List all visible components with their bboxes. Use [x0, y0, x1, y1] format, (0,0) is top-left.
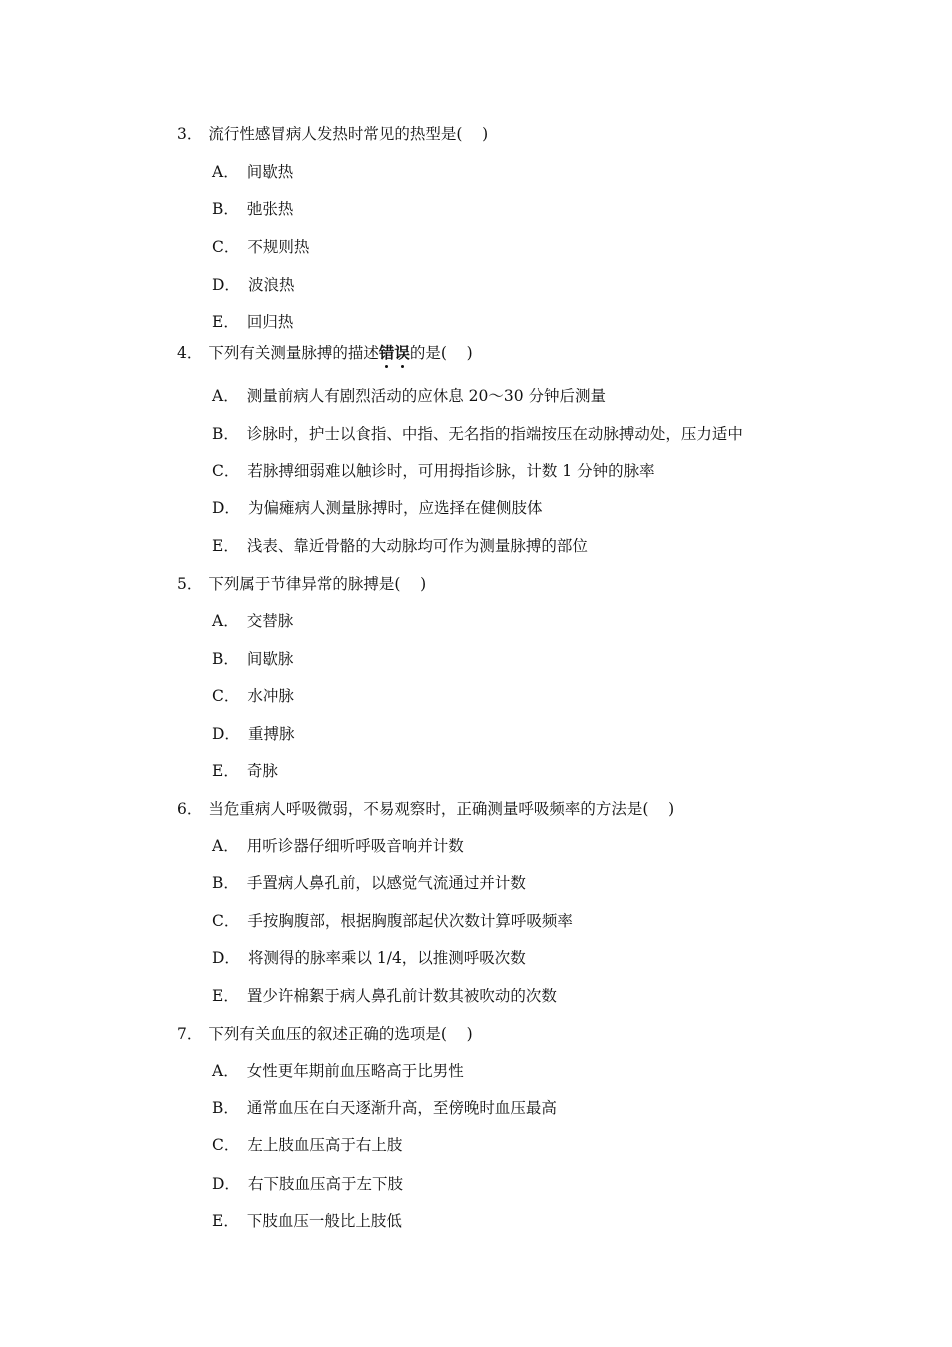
- option-4-a: [212, 386, 606, 406]
- option-6-d: [212, 948, 526, 968]
- option-7-d: [212, 1174, 403, 1194]
- option-6-a: [212, 836, 464, 856]
- option-3-e: [212, 312, 293, 332]
- option-5-a: [212, 611, 293, 631]
- answer-blank: ): [462, 125, 489, 143]
- option-3-c: [212, 237, 309, 257]
- option-text: 奇脉: [246, 762, 278, 780]
- option-5-d: [212, 724, 294, 744]
- option-3-a: [212, 162, 293, 182]
- option-letter: B．: [212, 425, 239, 443]
- option-letter: D．: [212, 1175, 240, 1193]
- answer-blank: ): [446, 1025, 473, 1043]
- question-number: 3．: [177, 125, 203, 143]
- option-text: 交替脉: [246, 612, 294, 630]
- option-letter: A．: [212, 612, 239, 630]
- option-letter: E．: [212, 1212, 239, 1230]
- option-letter: B．: [212, 650, 239, 668]
- option-4-b: [212, 424, 743, 444]
- option-text: 水冲脉: [247, 687, 294, 705]
- option-text: 间歇热: [246, 163, 294, 181]
- question-3: [177, 124, 488, 144]
- option-text: 手置病人鼻孔前，以感觉气流通过并计数: [246, 874, 526, 892]
- option-letter: D．: [212, 499, 240, 517]
- option-6-c: [212, 911, 573, 931]
- option-letter: E．: [212, 762, 239, 780]
- option-text: 女性更年期前血压略高于比男性: [246, 1062, 464, 1080]
- option-text: 不规则热: [247, 238, 310, 256]
- option-letter: B．: [212, 874, 239, 892]
- option-letter: A．: [212, 387, 239, 405]
- question-number: 5．: [177, 575, 203, 593]
- question-7: [177, 1024, 473, 1044]
- option-5-b: [212, 649, 293, 669]
- question-text: 下列有关血压的叙述正确的选项是(: [208, 1025, 447, 1043]
- option-letter: B．: [212, 200, 239, 218]
- answer-blank: ): [400, 575, 427, 593]
- option-letter: A．: [212, 163, 239, 181]
- option-text: 回归热: [246, 313, 294, 331]
- option-6-e: [212, 986, 557, 1006]
- option-7-a: [212, 1061, 464, 1081]
- emphasis-dot: [385, 365, 388, 368]
- option-text: 用听诊器仔细听呼吸音响并计数: [246, 837, 464, 855]
- question-number: 7．: [177, 1025, 203, 1043]
- emphasis-dot: [401, 365, 404, 368]
- option-7-e: [212, 1211, 402, 1231]
- question-4: [177, 343, 473, 363]
- option-text: 浅表、靠近骨骼的大动脉均可作为测量脉搏的部位: [246, 537, 588, 555]
- option-text: 弛张热: [246, 200, 294, 218]
- option-5-e: [212, 761, 278, 781]
- option-letter: D．: [212, 725, 240, 743]
- option-text: 为偏瘫病人测量脉搏时，应选择在健侧肢体: [247, 499, 543, 517]
- option-letter: C．: [212, 687, 240, 705]
- option-text: 手按胸腹部，根据胸腹部起伏次数计算呼吸频率: [247, 912, 573, 930]
- option-text: 测量前病人有剧烈活动的应休息 20～30 分钟后测量: [246, 387, 607, 405]
- option-letter: C．: [212, 238, 240, 256]
- option-text: 若脉搏细弱难以触诊时，可用拇指诊脉，计数 1 分钟的脉率: [247, 462, 655, 480]
- option-6-b: [212, 873, 526, 893]
- option-text: 右下肢血压高于左下肢: [247, 1175, 403, 1193]
- option-text: 诊脉时，护士以食指、中指、无名指的指端按压在动脉搏动处，压力适中: [246, 425, 743, 443]
- question-text: 当危重病人呼吸微弱，不易观察时，正确测量呼吸频率的方法是(: [208, 800, 649, 818]
- emphasis-word: 错误: [378, 343, 410, 362]
- option-3-b: [212, 199, 293, 219]
- question-5: [177, 574, 426, 594]
- question-6: [177, 799, 674, 819]
- option-7-b: [212, 1098, 557, 1118]
- option-letter: B．: [212, 1099, 239, 1117]
- option-letter: D．: [212, 949, 240, 967]
- option-letter: A．: [212, 837, 239, 855]
- option-text: 下肢血压一般比上肢低: [246, 1212, 402, 1230]
- question-number: 6．: [177, 800, 203, 818]
- option-text: 置少许棉絮于病人鼻孔前计数其被吹动的次数: [246, 987, 557, 1005]
- question-text: 流行性感冒病人发热时常见的热型是(: [208, 125, 463, 143]
- option-letter: E．: [212, 537, 239, 555]
- option-letter: C．: [212, 912, 240, 930]
- option-text: 通常血压在白天逐渐升高，至傍晚时血压最高: [246, 1099, 557, 1117]
- option-text: 间歇脉: [246, 650, 294, 668]
- option-4-c: [212, 461, 655, 481]
- option-text: 波浪热: [247, 276, 295, 294]
- emphasis-text: [379, 343, 410, 363]
- option-letter: E．: [212, 987, 239, 1005]
- question-text: 下列有关测量脉搏的描述: [208, 344, 379, 362]
- question-text: 下列属于节律异常的脉搏是(: [208, 575, 401, 593]
- answer-blank: ): [648, 800, 675, 818]
- option-7-c: [212, 1135, 402, 1155]
- option-text: 左上肢血压高于右上肢: [247, 1136, 403, 1154]
- option-letter: E．: [212, 313, 239, 331]
- option-letter: C．: [212, 1136, 240, 1154]
- question-number: 4．: [177, 344, 203, 362]
- option-letter: C．: [212, 462, 240, 480]
- answer-blank: 的是( ): [409, 344, 473, 362]
- option-3-d: [212, 275, 294, 295]
- option-4-d: [212, 498, 542, 518]
- option-letter: A．: [212, 1062, 239, 1080]
- option-text: 重搏脉: [247, 725, 295, 743]
- option-letter: D．: [212, 276, 240, 294]
- option-4-e: [212, 536, 588, 556]
- option-5-c: [212, 686, 294, 706]
- option-text: 将测得的脉率乘以 1/4，以推测呼吸次数: [247, 949, 526, 967]
